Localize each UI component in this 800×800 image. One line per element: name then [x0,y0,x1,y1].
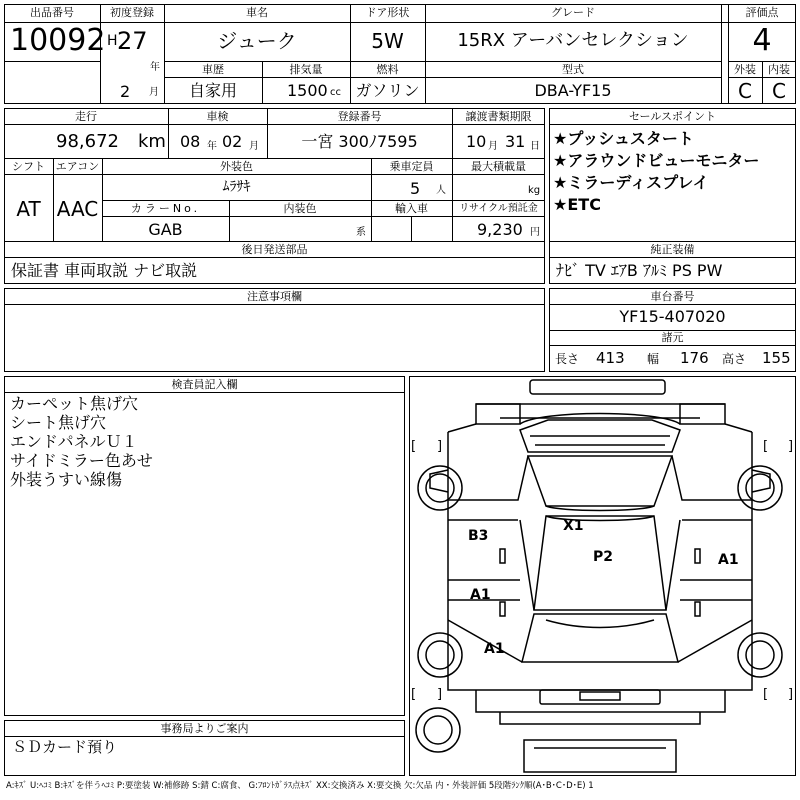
car-diagram [409,376,796,776]
bracket-right-bottom: [ [763,687,769,702]
inspection-year-unit: 年 [207,141,217,152]
transfer-month-unit: 月 [488,141,498,152]
recycle-fee: 9,230 [477,220,523,239]
bracket-left-bottom: [ [411,687,417,702]
first-reg-label: 初度登録 [110,6,154,19]
bracket-right-top: [ [763,439,769,454]
ac-label: エアコン [55,160,100,173]
recycle-unit: 円 [530,227,540,238]
sales-point-item: ★ミラーディスプレイ [553,173,709,192]
notes-label: 注意事項欄 [247,290,302,303]
model-label: 型式 [562,63,584,76]
grade: 15RX アーバンセレクション [457,30,689,51]
car-name: ジューク [217,29,297,53]
month-unit: 月 [149,87,159,98]
later-parts-label: 後日発送部品 [241,243,308,256]
interior-grade: C [772,79,786,103]
damage-mark-a1: A1 [470,587,491,603]
damage-mark-b3: B3 [468,528,489,544]
score: 4 [752,23,772,58]
capacity-label: 乗車定員 [389,160,434,173]
mileage: 98,672 [56,131,119,152]
length-label: 長さ [555,352,580,366]
transfer-day: 31 [505,132,526,151]
ac: AAC [56,197,99,221]
sales-points-label: セールスポイント [628,110,716,123]
bracket-left-bottom-close: ] [437,687,443,702]
max-load-unit: kg [528,185,541,196]
grade-label: グレード [551,6,595,19]
office-text: ＳＤカード預り [12,738,118,756]
inspector-line: エンドパネルＵ１ [10,432,138,451]
mileage-unit: km [138,131,166,152]
inspector-line: 外装うすい線傷 [10,470,123,489]
recycle-label: リサイクル預託金 [459,203,538,214]
sales-point-item: ★ETC [553,195,601,214]
lot-number-label: 出品番号 [30,6,74,19]
bracket-left-top-close: ] [437,439,443,454]
width-label: 幅 [647,352,660,366]
legend: A:ｷｽﾞ U:ﾍｺﾐ B:ｷｽﾞを伴うﾍｺﾐ P:要塗装 W:補修跡 S:錆 C:腐食、 G:ﾌﾛﾝﾄｶﾞﾗｽ点ｷｽﾞ XX:交換済み X:要交換 欠:欠品 内・外装評価 5段階ﾗﾝｸ順(A･B･C･D･E) 1 [6,781,594,791]
int-color-label: 内装色 [283,202,317,215]
door-label: ドア形状 [365,6,410,19]
bracket-left-top: [ [411,439,417,454]
inspection-label: 車検 [206,110,229,123]
damage-mark-a1: A1 [718,552,739,568]
ext-color-label: 外装色 [220,160,253,173]
ext-color: ﾑﾗｻｷ [222,179,251,195]
first-reg-month: 2 [120,82,131,101]
capacity: 5 [410,179,421,198]
length-value: 413 [596,349,625,367]
height-label: 高さ [722,352,747,366]
first-reg-year: 27 [117,27,148,55]
office-label: 事務局よりご案内 [160,722,249,735]
history: 自家用 [188,81,237,100]
registration-label: 登録番号 [337,110,382,123]
displacement-label: 排気量 [289,63,323,76]
genuine-equipment: ﾅﾋﾞ TV ｴｱB ｱﾙﾐ PS PW [556,261,723,280]
fuel: ガソリン [355,81,420,100]
fuel-label: 燃料 [376,63,399,76]
car-name-label: 車名 [246,6,268,19]
inspection-year: 08 [180,132,201,151]
later-parts: 保証書 車両取説 ナビ取説 [11,261,198,280]
inspector-label: 検査員記入欄 [171,378,238,391]
displacement-unit: cc [330,87,341,98]
bracket-right-top-close: ] [788,439,794,454]
interior-label: 内装 [768,63,790,76]
history-label: 車歴 [202,63,224,76]
transfer-month: 10 [466,132,487,151]
int-color-unit: 系 [356,227,366,238]
mileage-label: 走行 [75,110,97,123]
dimensions-label: 諸元 [661,331,684,344]
inspection-month: 02 [222,132,243,151]
chassis-label: 車台番号 [650,290,695,303]
shift-label: シフト [12,160,45,173]
damage-mark-a1: A1 [484,641,505,657]
bracket-right-bottom-close: ] [788,687,794,702]
registration-number: 一宮 300ﾉ7595 [301,132,418,151]
damage-mark-x1: X1 [563,518,584,534]
door-type: 5W [371,29,404,53]
year-unit: 年 [150,62,160,73]
inspection-month-unit: 月 [249,141,259,152]
lot-number: 10092 [10,23,106,58]
import-label: 輸入車 [395,202,428,215]
displacement: 1500 [287,81,328,100]
chassis-number: YF15-407020 [619,307,726,326]
capacity-unit: 人 [436,185,446,196]
transfer-label: 譲渡書類期限 [465,110,532,123]
shift: AT [16,197,41,221]
era-prefix: H [107,33,118,49]
exterior-grade: C [738,79,752,103]
model: DBA-YF15 [534,81,612,100]
inspector-line: カーペット焦げ穴 [10,394,139,413]
transfer-day-unit: 日 [530,141,540,152]
sales-point-item: ★プッシュスタート [553,129,694,148]
width-value: 176 [680,349,709,367]
genuine-equipment-label: 純正装備 [650,243,695,256]
exterior-label: 外装 [734,63,756,76]
score-label: 評価点 [745,6,779,19]
inspector-line: サイドミラー色あせ [10,451,153,470]
color-no-label: カラーNo. [130,202,201,215]
height-value: 155 [762,349,791,367]
sales-point-item: ★アラウンドビューモニター [553,151,760,170]
inspector-line: シート焦げ穴 [10,413,107,432]
damage-mark-p2: P2 [593,549,614,565]
max-load-label: 最大積載量 [471,160,526,173]
color-no: GAB [148,220,183,239]
